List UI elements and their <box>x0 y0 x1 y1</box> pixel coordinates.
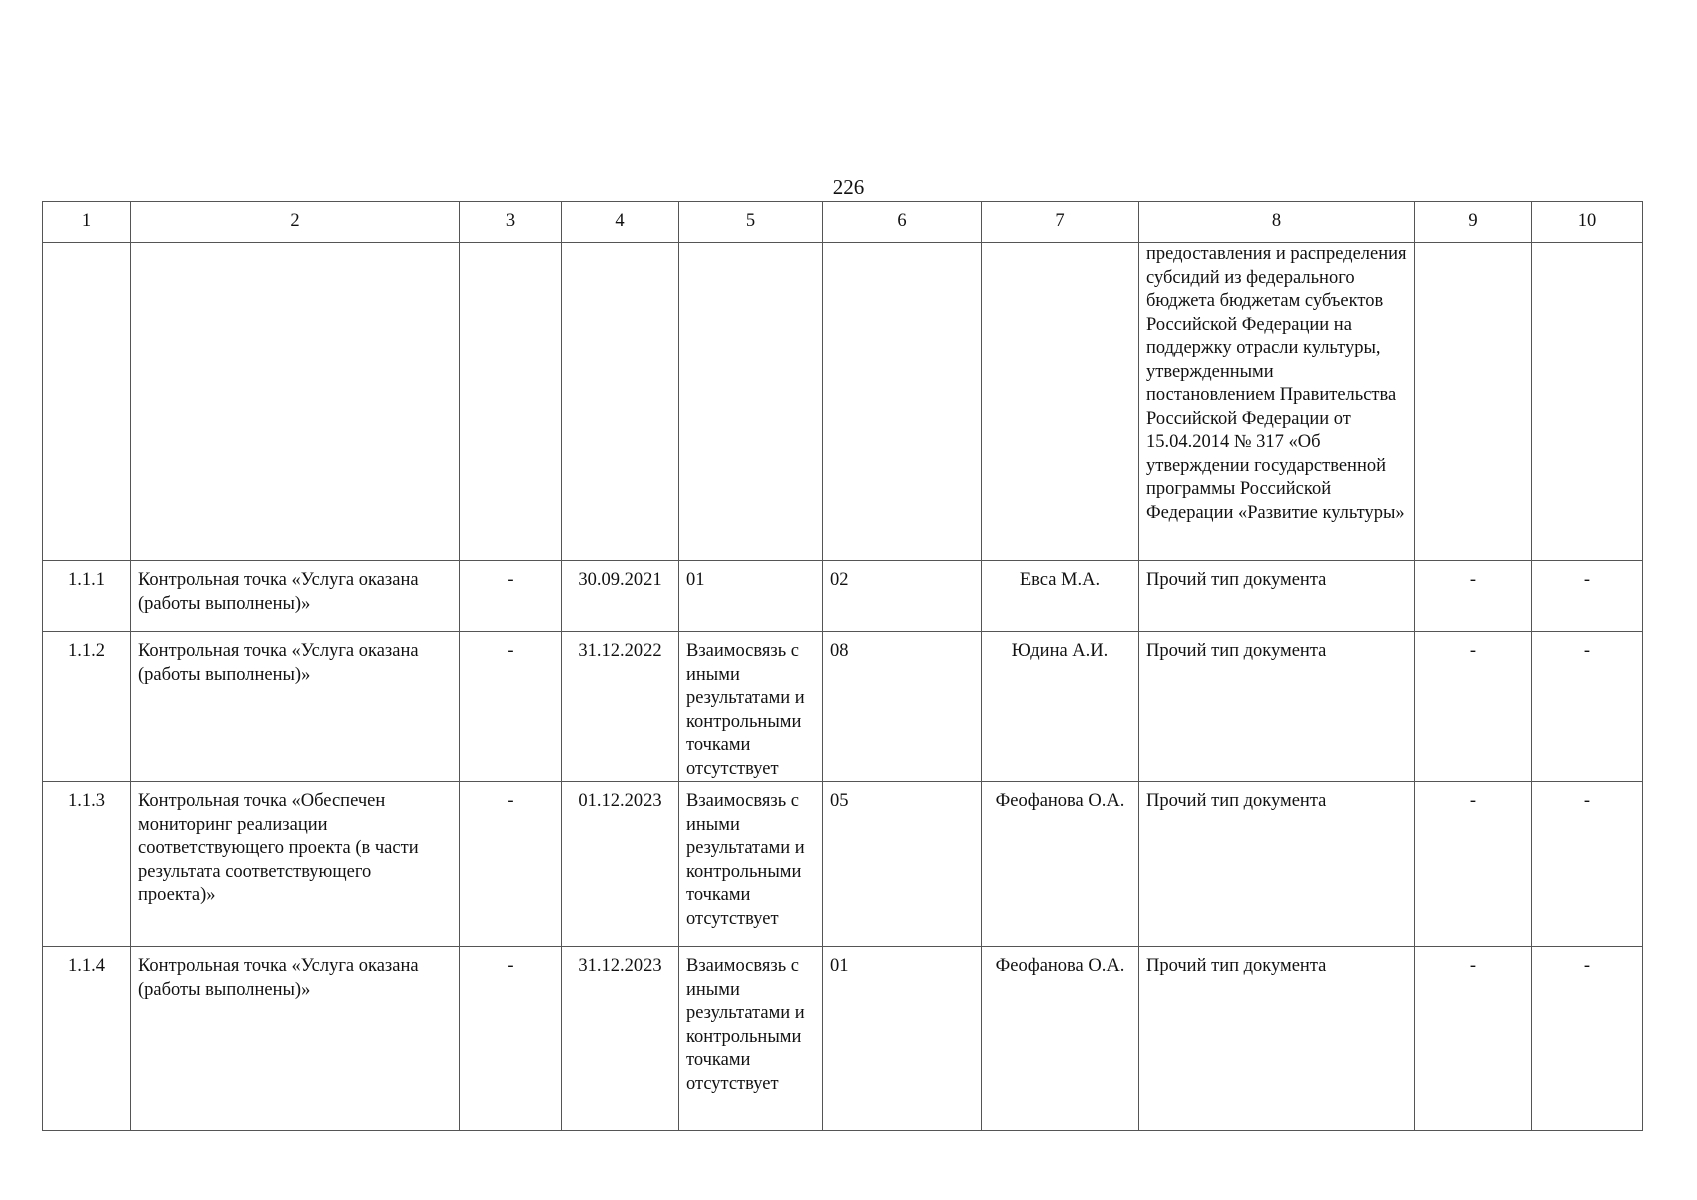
column-header: 9 <box>1415 202 1532 243</box>
document-type: Прочий тип документа <box>1139 947 1415 1131</box>
responsible-person: Юдина А.И. <box>982 632 1139 782</box>
empty-cell <box>823 243 982 561</box>
continuation-row <box>43 243 1643 561</box>
column-header: 5 <box>679 202 823 243</box>
empty-cell <box>1532 243 1643 561</box>
column-5-value: Взаимосвязь с иными результатами и контрольными точками отсутствует <box>679 947 823 1131</box>
empty-cell <box>982 243 1139 561</box>
row-number: 1.1.1 <box>43 561 131 632</box>
column-3-value: - <box>460 782 562 947</box>
column-10-value: - <box>1532 561 1643 632</box>
column-3-value: - <box>460 632 562 782</box>
document-type: Прочий тип документа <box>1139 561 1415 632</box>
control-point-name: Контрольная точка «Обеспечен мониторинг реализации соответствующего проекта (в части результата соответствующего проекта)» <box>131 782 460 947</box>
column-9-value: - <box>1415 782 1532 947</box>
control-point-name: Контрольная точка «Услуга оказана (работы выполнены)» <box>131 561 460 632</box>
column-header: 6 <box>823 202 982 243</box>
row-number: 1.1.2 <box>43 632 131 782</box>
empty-cell <box>679 243 823 561</box>
responsible-person: Феофанова О.А. <box>982 947 1139 1131</box>
column-6-value: 02 <box>823 561 982 632</box>
column-6-value: 05 <box>823 782 982 947</box>
empty-cell <box>562 243 679 561</box>
continuation-text: предоставления и распределения субсидий из федерального бюджета бюджетам субъектов Российской Федерации на поддержку отрасли культуры, утвержденными постановлением Правительства Российской Федерации от 15.04.2014 № 317 «Об утверждении государственной программы Российской Федерации «Развитие культуры» <box>1139 243 1415 561</box>
row-number: 1.1.4 <box>43 947 131 1131</box>
column-9-value: - <box>1415 632 1532 782</box>
column-3-value: - <box>460 947 562 1131</box>
due-date: 30.09.2021 <box>562 561 679 632</box>
table-row <box>43 561 1643 632</box>
column-5-value: 01 <box>679 561 823 632</box>
page-number: 226 <box>832 175 865 199</box>
control-points-table <box>42 201 1643 1131</box>
empty-cell <box>131 243 460 561</box>
column-9-value: - <box>1415 561 1532 632</box>
due-date: 01.12.2023 <box>562 782 679 947</box>
header-row <box>43 202 1643 243</box>
empty-cell <box>460 243 562 561</box>
column-6-value: 01 <box>823 947 982 1131</box>
column-5-value: Взаимосвязь с иными результатами и контрольными точками отсутствует <box>679 782 823 947</box>
column-5-value: Взаимосвязь с иными результатами и контрольными точками отсутствует <box>679 632 823 782</box>
column-header: 1 <box>43 202 131 243</box>
table-row <box>43 632 1643 782</box>
column-header: 8 <box>1139 202 1415 243</box>
empty-cell <box>43 243 131 561</box>
column-10-value: - <box>1532 632 1643 782</box>
responsible-person: Евса М.А. <box>982 561 1139 632</box>
document-type: Прочий тип документа <box>1139 782 1415 947</box>
column-9-value: - <box>1415 947 1532 1131</box>
control-point-name: Контрольная точка «Услуга оказана (работы выполнены)» <box>131 632 460 782</box>
responsible-person: Феофанова О.А. <box>982 782 1139 947</box>
document-type: Прочий тип документа <box>1139 632 1415 782</box>
column-header: 7 <box>982 202 1139 243</box>
row-number: 1.1.3 <box>43 782 131 947</box>
due-date: 31.12.2022 <box>562 632 679 782</box>
column-header: 3 <box>460 202 562 243</box>
empty-cell <box>1415 243 1532 561</box>
column-6-value: 08 <box>823 632 982 782</box>
column-header: 10 <box>1532 202 1643 243</box>
column-header: 2 <box>131 202 460 243</box>
table-row <box>43 947 1643 1131</box>
column-3-value: - <box>460 561 562 632</box>
control-point-name: Контрольная точка «Услуга оказана (работы выполнены)» <box>131 947 460 1131</box>
column-10-value: - <box>1532 782 1643 947</box>
column-10-value: - <box>1532 947 1643 1131</box>
due-date: 31.12.2023 <box>562 947 679 1131</box>
table-row <box>43 782 1643 947</box>
column-header: 4 <box>562 202 679 243</box>
